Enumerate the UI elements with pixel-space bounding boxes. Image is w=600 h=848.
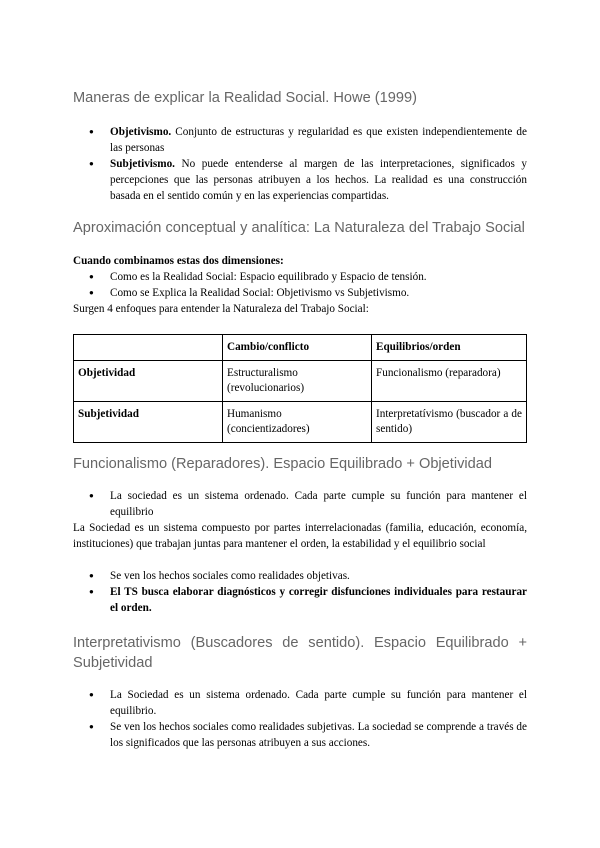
cell-funcionalismo: Funcionalismo (reparadora) <box>372 361 527 402</box>
list-item-subjetivismo: ● Subjetivismo. No puede entenderse al margen de las interpretaciones, significados y percepciones que las personas atribuyen a los hechos. La realidad es una construcción basada en el sentido común y en las experiencias compartidas. <box>73 156 527 204</box>
section3-list-1 <box>73 488 527 520</box>
section2-after: Surgen 4 enfoques para entender la Naturaleza del Trabajo Social: <box>73 303 369 315</box>
table-row <box>74 402 527 443</box>
cell-humanismo: Humanismo (concientizadores) <box>223 402 372 443</box>
list-item: ● Se ven los hechos sociales como realidades objetivas. <box>73 568 527 584</box>
section3-heading: Funcionalismo (Reparadores). Espacio Equilibrado + Objetividad <box>73 456 492 472</box>
table-header-equilibrio: Equilibrios/orden <box>372 335 527 361</box>
section4-list <box>73 687 527 751</box>
list-item: ● Como es la Realidad Social: Espacio equilibrado y Espacio de tensión. <box>73 269 527 285</box>
table-header-empty <box>74 335 223 361</box>
list-item-objetivismo: ● Objetivismo. Conjunto de estructuras y regularidad es que existen independientemente de las personas <box>73 124 527 156</box>
section3-list-2 <box>73 568 527 616</box>
table-row <box>74 361 527 402</box>
cell-interpretativismo: Interpretatívismo (buscador a de sentido) <box>372 402 527 443</box>
section1-list <box>73 124 527 204</box>
table-header-row <box>74 335 527 361</box>
table-header-cambio: Cambio/conflicto <box>223 335 372 361</box>
list-item: ● Como se Explica la Realidad Social: Objetivismo vs Subjetivismo. <box>73 285 527 301</box>
list-item: ● La sociedad es un sistema ordenado. Cada parte cumple su función para mantener el equilibrio <box>73 488 527 520</box>
row-label-objetividad: Objetividad <box>74 361 223 402</box>
list-item: ● Se ven los hechos sociales como realidades subjetivas. La sociedad se comprende a través de los significados que las personas atribuyen a sus acciones. <box>73 719 527 751</box>
list-item: ● El TS busca elaborar diagnósticos y corregir disfunciones individuales para restaurar el orden. <box>73 584 527 616</box>
list-item: ● La Sociedad es un sistema ordenado. Cada parte cumple su función para mantener el equilibrio. <box>73 687 527 719</box>
row-label-subjetividad: Subjetividad <box>74 402 223 443</box>
approaches-table <box>73 334 527 443</box>
section2-lead: Cuando combinamos estas dos dimensiones: <box>73 255 284 267</box>
section2-heading: Aproximación conceptual y analítica: La Naturaleza del Trabajo Social <box>73 220 525 236</box>
section2-list <box>73 269 527 301</box>
section1-heading: Maneras de explicar la Realidad Social. Howe (1999) <box>73 90 417 106</box>
cell-estructuralismo: Estructuralismo (revolucionarios) <box>223 361 372 402</box>
section4-heading: Interpretativismo (Buscadores de sentido). Espacio Equilibrado + Subjetividad <box>73 635 527 671</box>
section3-paragraph: La Sociedad es un sistema compuesto por partes interrelacionadas (familia, educación, economía, instituciones) que trabajan juntas para mantener el orden, la estabilidad y el equilibrio social <box>73 522 527 550</box>
